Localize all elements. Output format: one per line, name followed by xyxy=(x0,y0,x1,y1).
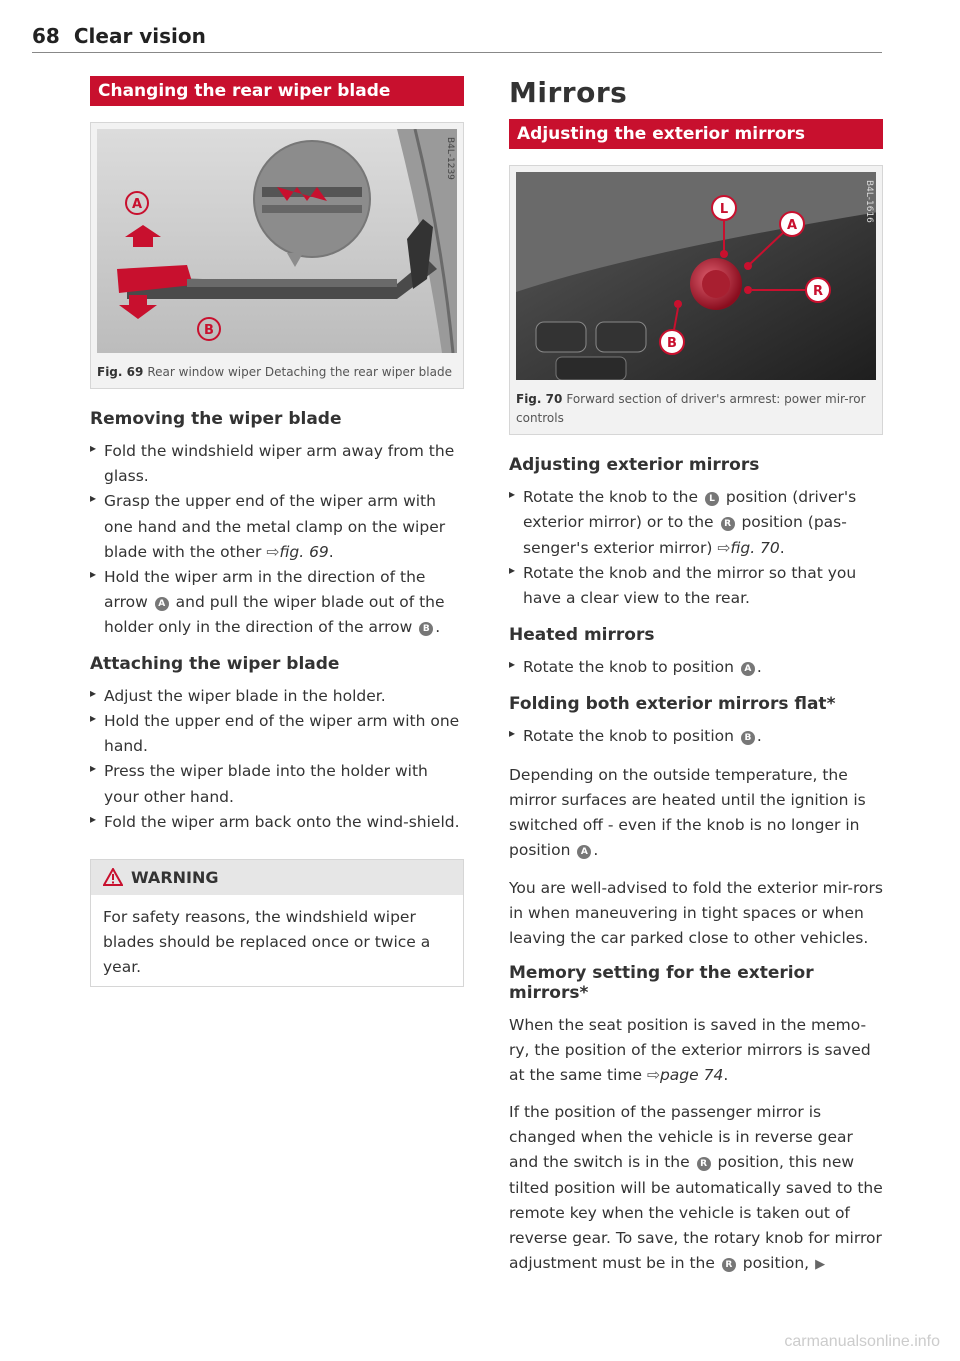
figure-code: B4L-1616 xyxy=(864,180,874,223)
list-item: ▸ Press the wiper blade into the holder with your other hand. xyxy=(90,759,464,809)
removing-heading: Removing the wiper blade xyxy=(90,409,342,430)
memory-heading: Memory setting for the exterior mirrors* xyxy=(509,962,814,1003)
step-text: and pull the wiper blade out of the holder only in the direction of the arrow xyxy=(104,592,445,636)
adjusting-steps xyxy=(509,485,883,611)
heated-heading: Heated mirrors xyxy=(509,624,655,645)
paragraph-text: position, xyxy=(742,1253,810,1272)
right-column xyxy=(509,76,883,1288)
circle-r-icon: R xyxy=(721,517,735,531)
circle-r-icon: R xyxy=(722,1258,736,1272)
list-item: ▸ Fold the wiper arm back onto the wind-shield. xyxy=(90,810,464,835)
reference-arrow-icon: ⇨ xyxy=(266,542,280,561)
page-header xyxy=(32,24,206,48)
figure-label-b: B xyxy=(204,323,214,338)
paragraph-text: Depending on the outside temperature, the mirror surfaces are heated until the ignition is switched off - even if the knob is no longer in position xyxy=(509,766,866,860)
list-item: ▸ Rotate the knob to position B . xyxy=(509,724,883,749)
heating-paragraph: Depending on the outside temperature, the mirror surfaces are heated until the ignition is switched off - even if the knob is no longer in position A . xyxy=(509,766,866,860)
page-reference-link[interactable]: page 74 xyxy=(659,1066,724,1085)
figure-label-l: L xyxy=(719,202,729,217)
wiper-illustration xyxy=(97,129,457,353)
list-item: ▸ Adjust the wiper blade in the holder. xyxy=(90,684,464,709)
attaching-heading: Attaching the wiper blade xyxy=(90,654,340,675)
continue-arrow-icon: ▶ xyxy=(815,1256,826,1272)
list-item: ▸ Rotate the knob to the L position (driver's exterior mirror) or to the R position (pas-senger's exterior mirror) ⇨fig. 70. xyxy=(509,485,883,560)
list-item: ▸ Rotate the knob and the mirror so that you have a clear view to the rear. xyxy=(509,561,883,611)
circle-b-icon: B xyxy=(419,622,433,636)
attaching-steps xyxy=(90,684,464,835)
figure-number: Fig. 69 xyxy=(97,365,144,379)
paragraph-text: If the position of the passenger mirror is changed when the vehicle is in reverse gear and the switch is in the xyxy=(509,1103,853,1172)
circle-b-icon: B xyxy=(741,731,755,745)
fold-advice-paragraph: You are well-advised to fold the exterior mir-rors in when maneuvering in tight spaces or when leaving the car parked close to other vehicles. xyxy=(509,878,883,947)
step-text: Hold the wiper arm in the direction of the arrow xyxy=(104,567,426,611)
header-divider xyxy=(32,52,882,53)
figure-caption xyxy=(510,386,882,434)
left-column xyxy=(90,76,464,987)
figure-label-a: A xyxy=(131,197,143,212)
figure-label-a: A xyxy=(786,218,798,233)
wiper-section-title: Changing the rear wiper blade xyxy=(90,76,464,106)
paragraph-text: When the seat position is saved in the memo-ry, the position of the exterior mirrors is saved at the same time xyxy=(509,1015,871,1085)
memory-paragraph-2 xyxy=(509,1100,883,1276)
list-item: ▸ Hold the wiper arm in the direction of the arrow A and pull the wiper blade out of the holder only in the direction of the arrow B . xyxy=(90,565,464,640)
figure-reference-link[interactable]: fig. 70 xyxy=(730,538,780,557)
paragraph-text: position, this new tilted position will be automatically saved to the remote key when the vehicle is taken out of reverse gear. To save, the rotary knob for mirror adjustment must be in the xyxy=(509,1153,883,1272)
mirrors-title: Mirrors xyxy=(509,76,628,109)
wiper-drawing xyxy=(97,129,457,353)
figure-caption-text: Forward section of driver's armrest: power mir-ror controls xyxy=(516,392,866,426)
step-text: position (driver's exterior mirror) or to the xyxy=(523,488,857,532)
heated-steps xyxy=(509,655,883,680)
figure-70 xyxy=(509,165,883,435)
folding-steps xyxy=(509,724,883,749)
figure-reference-link[interactable]: fig. 69 xyxy=(279,542,329,561)
watermark: carmanualsonline.info xyxy=(784,1333,940,1350)
warning-header xyxy=(91,860,463,895)
figure-label-b: B xyxy=(667,336,677,351)
step-text: position (pas-senger's exterior mirror) xyxy=(523,513,847,557)
warning-title: WARNING xyxy=(131,867,219,887)
circle-a-icon: A xyxy=(741,662,755,676)
figure-code: B4L-1239 xyxy=(445,137,455,180)
mirror-controls-drawing xyxy=(516,172,876,380)
warning-text: For safety reasons, the windshield wiper blades should be replaced once or twice a year. xyxy=(103,907,431,976)
circle-a-icon: A xyxy=(155,597,169,611)
circle-l-icon: L xyxy=(705,492,719,506)
step-text: Rotate the knob to the xyxy=(523,488,699,507)
step-text: Rotate the knob to position xyxy=(523,727,734,746)
step-text: Grasp the upper end of the wiper arm with one hand and the metal clamp on the wiper blade with the other xyxy=(104,492,446,561)
removing-steps xyxy=(90,439,464,640)
list-item: ▸ Rotate the knob to position A . xyxy=(509,655,883,680)
page-number: 68 xyxy=(32,24,60,48)
figure-caption-text: Rear window wiper Detaching the rear wiper blade xyxy=(147,365,452,379)
reference-arrow-icon: ⇨ xyxy=(717,538,731,557)
list-item: ▸ Fold the windshield wiper arm away from the glass. xyxy=(90,439,464,489)
list-item: ▸ Hold the upper end of the wiper arm with one hand. xyxy=(90,709,464,759)
memory-paragraph-1: When the seat position is saved in the memo-ry, the position of the exterior mirrors is saved at the same time ⇨page 74. xyxy=(509,1015,871,1085)
adjusting-heading: Adjusting exterior mirrors xyxy=(509,455,760,476)
circle-a-icon: A xyxy=(577,845,591,859)
folding-heading: Folding both exterior mirrors flat* xyxy=(509,694,836,715)
figure-label-r: R xyxy=(812,284,824,299)
mirror-controls-illustration xyxy=(516,172,876,380)
chapter-title: Clear vision xyxy=(73,24,206,48)
reference-arrow-icon: ⇨ xyxy=(646,1066,660,1085)
figure-caption xyxy=(91,359,463,388)
mirrors-section-title: Adjusting the exterior mirrors xyxy=(509,119,883,149)
figure-69 xyxy=(90,122,464,389)
warning-box xyxy=(90,859,464,987)
list-item: ▸ Grasp the upper end of the wiper arm with one hand and the metal clamp on the wiper blade with the other ⇨fig. 69. xyxy=(90,489,464,564)
figure-number: Fig. 70 xyxy=(516,392,563,406)
step-text: Rotate the knob to position xyxy=(523,657,734,676)
warning-triangle-icon xyxy=(103,868,123,886)
circle-r-icon: R xyxy=(697,1157,711,1171)
